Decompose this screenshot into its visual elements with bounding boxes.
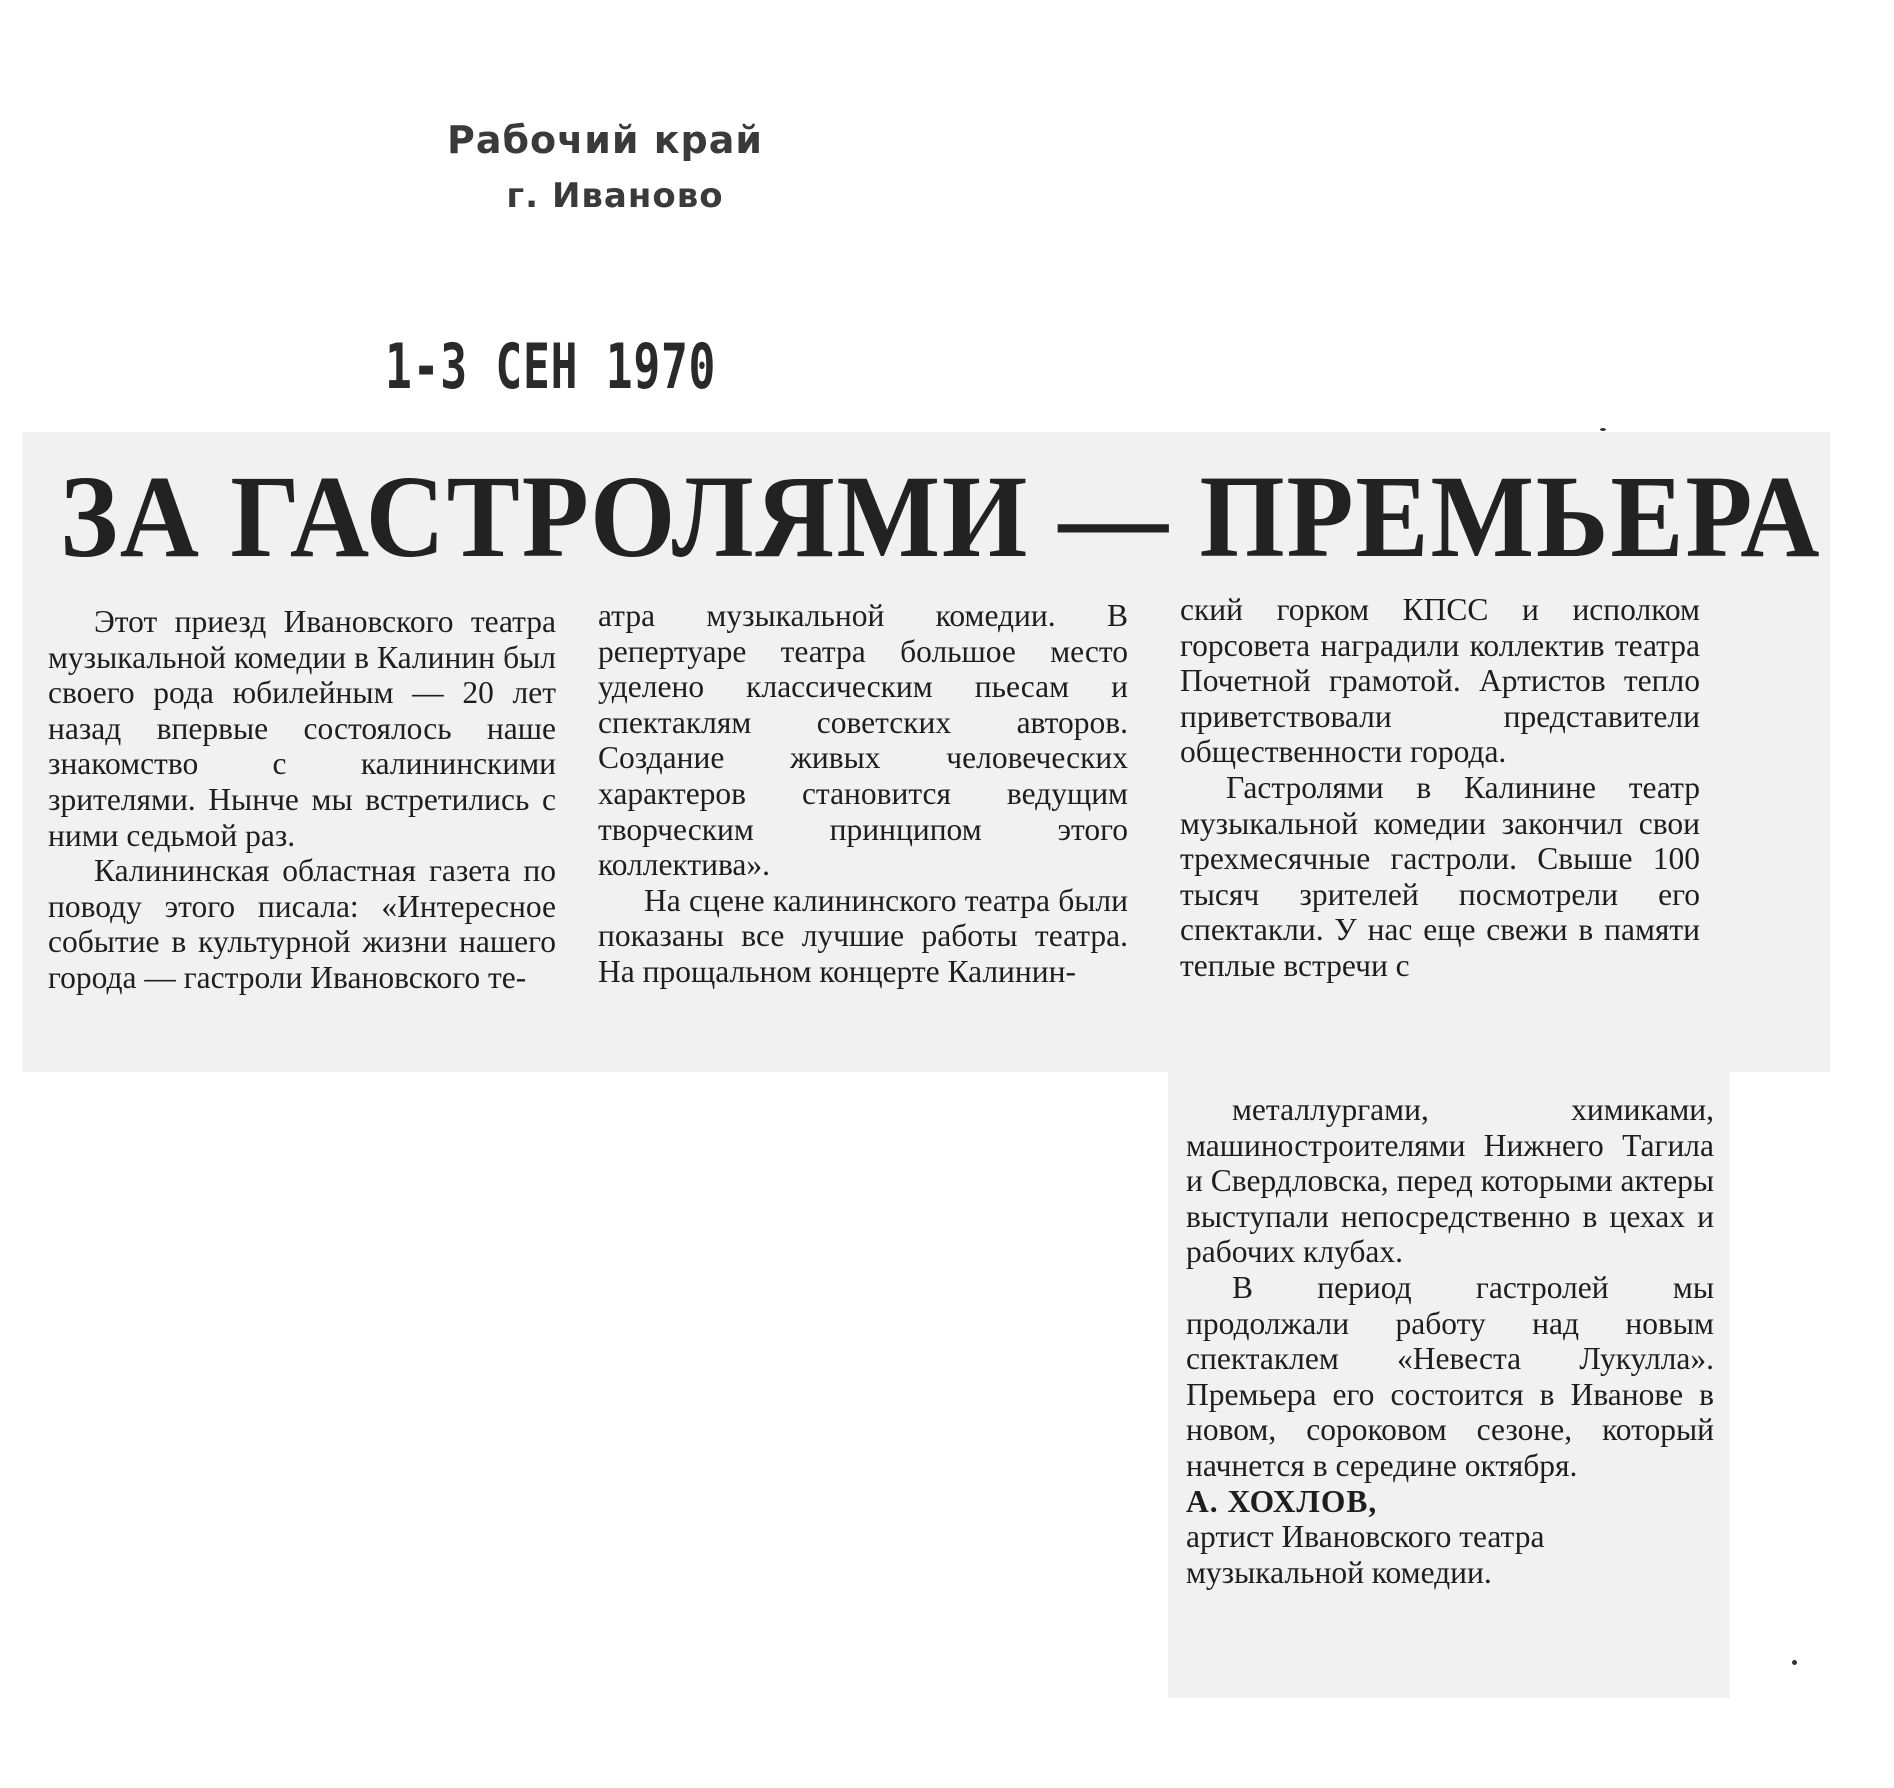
stamp-date: 1-3 СЕН 1970: [385, 330, 717, 403]
article-column-1: [48, 604, 556, 996]
author-role: артист Ивановского театра: [1186, 1519, 1545, 1555]
paragraph: На сцене калининского театра были показаны все лучшие работы театра. На прощальном концерте Калинин-: [598, 882, 1128, 989]
paragraph: Этот приезд Ивановского театра музыкальной комедии в Калинин был своего рода юбилейным — 20 лет назад впервые состоялось наше знакомство с калининскими зрителями. Нынче мы встретились с ними седьмой раз.: [48, 604, 556, 853]
article-headline: ЗА ГАСТРОЛЯМИ — ПРЕМЬЕРА: [60, 451, 1822, 582]
scan-speck: [1792, 1660, 1797, 1665]
paragraph: Гастролями в Калинине театр музыкальной комедии закончил свои трехмесячные гастроли. Свыше 100 тысяч зрителей посмотрели его спектакли. У нас еще свежи в памяти теплые встречи с: [1180, 769, 1700, 983]
article-column-3: [1180, 592, 1700, 984]
paragraph: металлургами, химиками, машиностроителями Нижнего Тагила и Свердловска, перед которыми актеры выступали непосредственно в цехах и рабочих клубах.: [1186, 1092, 1714, 1270]
author-name: А. ХОХЛОВ,: [1186, 1483, 1378, 1519]
paragraph: ский горком КПСС и исполком горсовета наградили коллектив театра Почетной грамотой. Артистов тепло приветствовали представители общественности города.: [1180, 592, 1700, 770]
article-column-4: [1186, 1092, 1714, 1590]
scan-speck: [1600, 428, 1606, 431]
stamp-city: г. Иваново: [506, 176, 724, 216]
paragraph: атра музыкальной комедии. В репертуаре театра большое место уделено классическим пьесам и спектаклям советских авторов. Создание живых человеческих характеров становится ведущим творческим принципом этого коллектива».: [598, 598, 1128, 883]
article-column-2: [598, 598, 1128, 990]
paragraph: Калининская областная газета по поводу этого писала: «Интересное событие в культурной жизни нашего города — гастроли Ивановского те-: [48, 853, 556, 995]
paragraph: В период гастролей мы продолжали работу над новым спектаклем «Невеста Лукулла». Премьера его состоится в Иванове в новом, сороковом сезоне, который начнется в середине октября.: [1186, 1269, 1714, 1483]
stamp-newspaper-name: Рабочий край: [447, 118, 763, 162]
author-role: музыкальной комедии.: [1186, 1554, 1492, 1590]
